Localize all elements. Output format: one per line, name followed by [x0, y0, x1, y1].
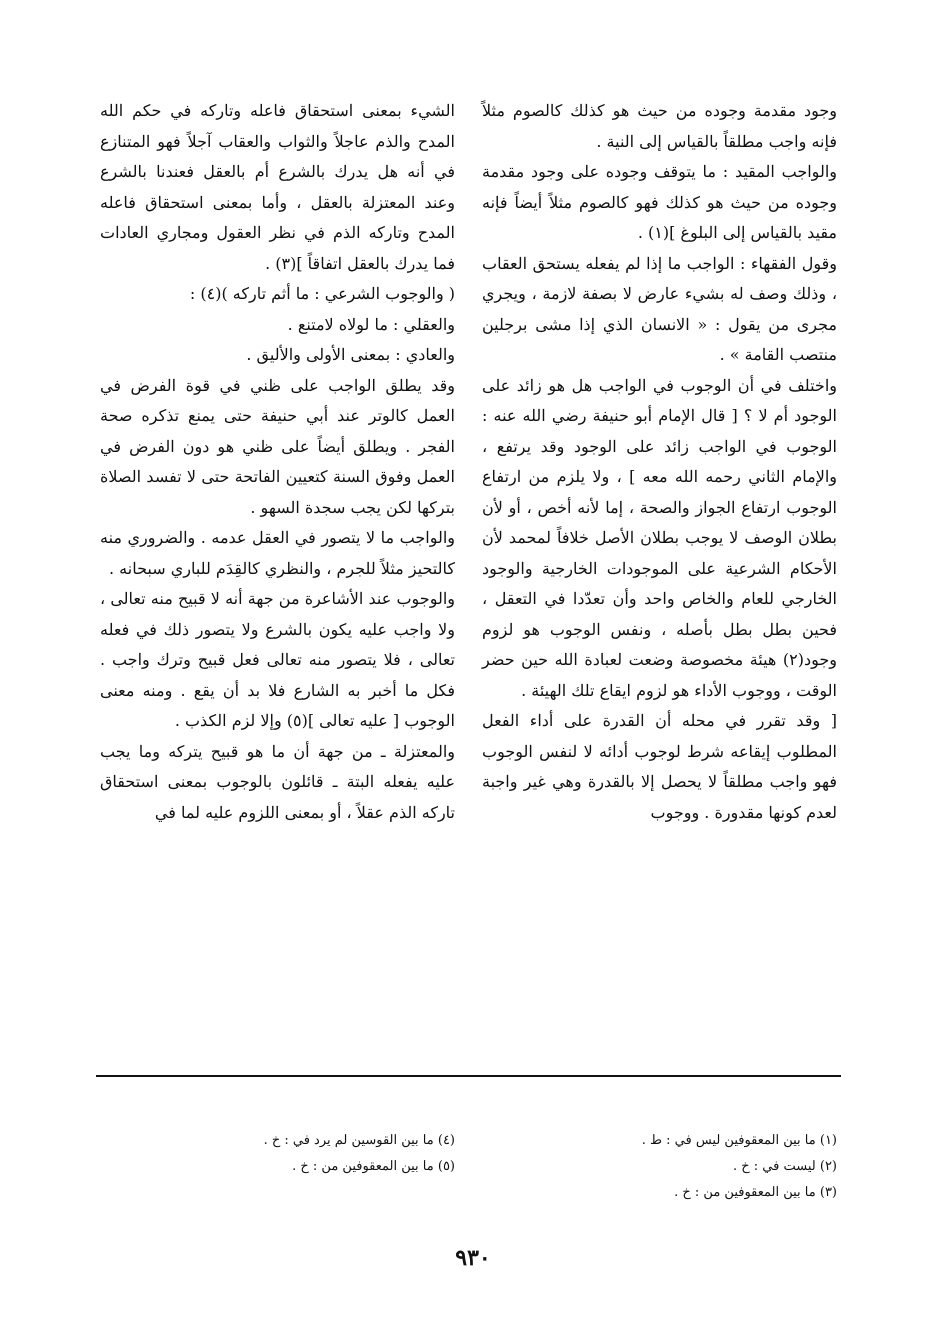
page-number: ٩٣٠: [455, 1245, 491, 1271]
footnote: (١) ما بين المعقوفين ليس في : ط .: [641, 1133, 837, 1148]
paragraph: ( والوجوب الشرعي : ما أثم تاركه )(٤) :: [189, 284, 455, 303]
footnotes-right: [482, 1128, 837, 1206]
paragraph: والعادي : بمعنى الأولى والأليق .: [246, 345, 455, 364]
paragraph: والمعتزلة ـ من جهة أن ما هو قبيح يتركه وما يجب عليه يفعله البتة ـ قائلون بالوجوب بمعنى استحقاق تاركه الذم عقلاً ، أو بمعنى اللزوم عليه لما في: [100, 741, 455, 822]
footnote: (٢) ليست في : خ .: [733, 1159, 837, 1174]
paragraph: وقول الفقهاء : الواجب ما إذا لم يفعله يستحق العقاب ، وذلك وصف له بشيء عارض لا بصفة لازمة ، ويجري مجرى من يقول : « الانسان الذي إذا مشى برجلين منتصب القامة » .: [482, 253, 837, 364]
footnote-divider: [96, 1075, 841, 1077]
paragraph: وجود مقدمة وجوده من حيث هو كذلك كالصوم مثلاً فإنه واجب مطلقاً بالقياس إلى النية .: [482, 101, 837, 151]
paragraph: [ وقد تقرر في محله أن القدرة على أداء الفعل المطلوب إيقاعه شرط لوجوب أدائه لا لنفس الوجوب فهو واجب مطلقاً لا يحصل إلا بالقدرة وهي غير واجبة لعدم كونها مقدورة . ووجوب: [482, 711, 837, 822]
paragraph: والعقلي : ما لولاه لامتنع .: [287, 314, 455, 334]
paragraph: والواجب المقيد : ما يتوقف وجوده على وجود مقدمة وجوده من حيث هو كذلك فهو كالصوم مثلاً أيضاً فإنه مقيد بالقياس إلى البلوغ ](١) .: [482, 162, 837, 242]
left-text-column: [100, 96, 455, 828]
paragraph: والوجوب عند الأشاعرة من جهة أنه لا قبيح منه تعالى ، ولا واجب عليه يكون بالشرع ولا يتصور ذلك في فعله تعالى ، فلا يتصور منه تعالى فعل قبيح وترك واجب . فكل ما أخبر به الشارع فلا بد أن يقع . ومنه معنى الوجوب [ عليه تعالى ](٥) وإلا لزم الكذب .: [100, 589, 455, 730]
right-text-column: [482, 96, 837, 828]
footnote: (٣) ما بين المعقوفين من : خ .: [674, 1185, 837, 1200]
footnotes-left: [100, 1128, 455, 1180]
paragraph: الشيء بمعنى استحقاق فاعله وتاركه في حكم الله المدح والذم عاجلاً والثواب والعقاب آجلاً فهو المتنازع في أنه هل يدرك بالشرع أم بالعقل فعندنا بالشرع وعند المعتزلة بالعقل ، وأما بمعنى استحقاق فاعله المدح وتاركه الذم في نظر العقول ومجاري العادات فما يدرك بالعقل اتفاقاً ](٣) .: [100, 101, 455, 273]
footnote: (٥) ما بين المعقوفين من : خ .: [292, 1159, 455, 1174]
footnote: (٤) ما بين القوسين لم يرد في : خ .: [263, 1133, 455, 1148]
paragraph: واختلف في أن الوجوب في الواجب هل هو زائد على الوجود أم لا ؟ [ قال الإمام أبو حنيفة رضي الله عنه : الوجوب في الواجب زائد على الوجود وقد يرتفع ، والإمام الثاني رحمه الله معه ] ، ولا يلزم من ارتفاع الوجوب ارتفاع الجواز والصحة ، إما لأنه أخص ، أو لأن بطلان الوصف لا يوجب بطلان الأصل خلافاً لمحمد لأن الأحكام الشرعية على الموجودات الخارجية والوجود الخارجي للعام والخاص واحد وأن تعدّدا في التعقل ، فحين بطل بطل بأصله ، ونفس الوجوب هو لزوم وجود(٢) هيئة مخصوصة وضعت لعبادة الله حين حضر الوقت ، ووجوب الأداء هو لزوم ايقاع تلك الهيئة .: [482, 375, 837, 700]
paragraph: والواجب ما لا يتصور في العقل عدمه . والضروري منه كالتحيز مثلاً للجرم ، والنظري كالقِدَم للباري سبحانه .: [100, 528, 455, 578]
paragraph: وقد يطلق الواجب على ظني في قوة الفرض في العمل كالوتر عند أبي حنيفة حتى يمنع تذكره صحة الفجر . ويطلق أيضاً على ظني هو دون الفرض في العمل وفوق السنة كتعيين الفاتحة حتى لا تفسد الصلاة بتركها لكن يجب سجدة السهو .: [100, 375, 455, 517]
